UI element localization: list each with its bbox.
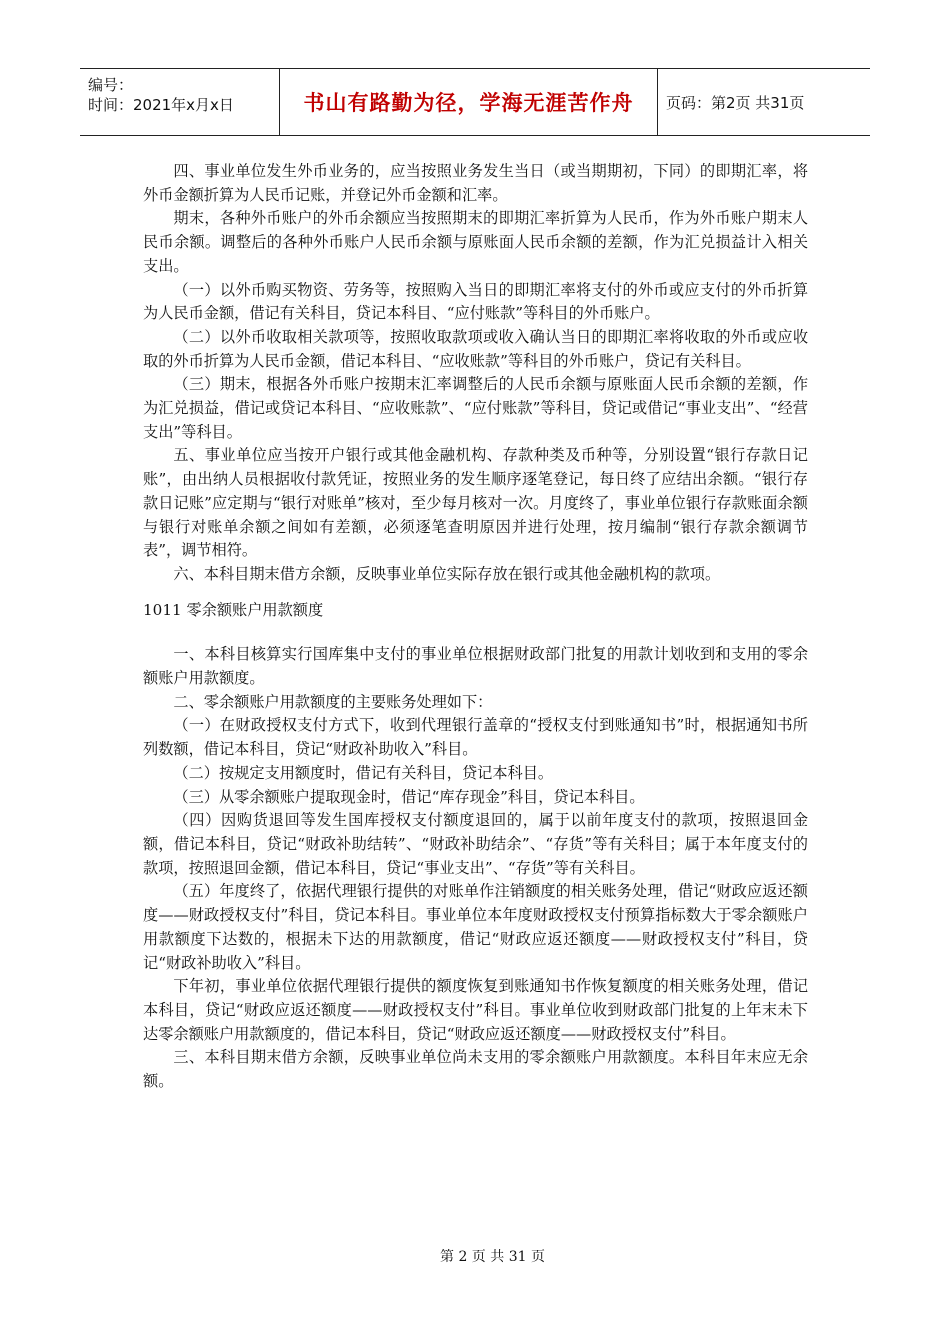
paragraph: 四、事业单位发生外币业务的，应当按照业务发生当日（或当期期初，下同）的即期汇率，将外币金额折算为人民币记账，并登记外币金额和汇率。 (143, 162, 808, 204)
paragraph: （一）在财政授权支付方式下，收到代理银行盖章的“授权支付到账通知书”时，根据通知书所列数额，借记本科目，贷记“财政补助收入”科目。 (143, 716, 808, 759)
section-title: 1011 零余额账户用款额度 (143, 600, 324, 619)
header-motto: 书山有路勤为径，学海无涯苦作舟 (280, 69, 658, 135)
paragraph: 五、事业单位应当按开户银行或其他金融机构、存款种类及币种等，分别设置“银行存款日记账”，由出纳人员根据收付款凭证，按照业务的发生顺序逐笔登记，每日终了应结出余额。“银行存款日记账”应定期与“银行对账单”核对，至少每月核对一次。月度终了，事业单位银行存款账面余额与银行对账单余额之间如有差额，必须逐笔查明原因并进行处理，按月编制“银行存款余额调节表”，调节相符。 (143, 446, 808, 560)
paragraph: （五）年度终了，依据代理银行提供的对账单作注销额度的相关账务处理，借记“财政应返还额度——财政授权支付”科目，贷记本科目。事业单位本年度财政授权支付预算指标数大于零余额账户用款额度下达数的，根据未下达的用款额度，借记“财政应返还额度——财政授权支付”科目，贷记“财政补助收入”科目。 (143, 882, 808, 972)
paragraph: 期末，各种外币账户的外币余额应当按照期末的即期汇率折算为人民币，作为外币账户期末人民币余额。调整后的各种外币账户人民币余额与原账面人民币余额的差额，作为汇兑损益计入相关支出。 (143, 209, 808, 275)
header-page-label: 页码：第2页 共31页 (666, 93, 805, 112)
paragraph: （三）从零余额账户提取现金时，借记“库存现金”科目，贷记本科目。 (173, 787, 645, 806)
paragraph: 六、本科目期末借方余额，反映事业单位实际存放在银行或其他金融机构的款项。 (173, 564, 721, 583)
paragraph: 三、本科目期末借方余额，反映事业单位尚未支用的零余额账户用款额度。本科目年末应无余额。 (143, 1048, 808, 1091)
paragraph: （二）按规定支用额度时，借记有关科目，贷记本科目。 (173, 763, 554, 782)
document-body (143, 160, 808, 1094)
paragraph: 一、本科目核算实行国库集中支付的事业单位根据财政部门批复的用款计划收到和支用的零余额账户用款额度。 (143, 645, 808, 688)
page-header (80, 68, 870, 136)
paragraph: （四）因购货退回等发生国库授权支付额度退回的，属于以前年度支付的款项，按照退回金额，借记本科目，贷记“财政补助结转”、“财政补助结余”、“存货”等有关科目；属于本年度支付的款项，按照退回金额，借记本科目，贷记“事业支出”、“存货”等有关科目。 (143, 811, 808, 877)
page-footer: 第 2 页 共 31 页 (440, 1249, 545, 1265)
paragraph: 二、零余额账户用款额度的主要账务处理如下： (173, 692, 493, 711)
document-number-label: 编号： (88, 76, 134, 94)
paragraph: （三）期末，根据各外币账户按期末汇率调整后的人民币余额与原账面人民币余额的差额，作为汇兑损益，借记或贷记本科目、“应收账款”、“应付账款”等科目，贷记或借记“事业支出”、“经营支出”等科目。 (143, 375, 808, 441)
paragraph: 下年初，事业单位依据代理银行提供的额度恢复到账通知书作恢复额度的相关账务处理，借记本科目，贷记“财政应返还额度——财政授权支付”科目。事业单位收到财政部门批复的上年末未下达零余额账户用款额度的，借记本科目，贷记“财政应返还额度——财政授权支付”科目。 (143, 977, 808, 1043)
document-date-label: 时间：2021年x月x日 (88, 96, 234, 114)
paragraph: （二）以外币收取相关款项等，按照收取款项或收入确认当日的即期汇率将收取的外币或应收取的外币折算为人民币金额，借记本科目、“应收账款”等科目的外币账户，贷记有关科目。 (143, 327, 808, 370)
header-meta (80, 69, 280, 135)
paragraph: （一）以外币购买物资、劳务等，按照购入当日的即期汇率将支付的外币或应支付的外币折算为人民币金额，借记有关科目，贷记本科目、“应付账款”等科目的外币账户。 (143, 280, 808, 323)
